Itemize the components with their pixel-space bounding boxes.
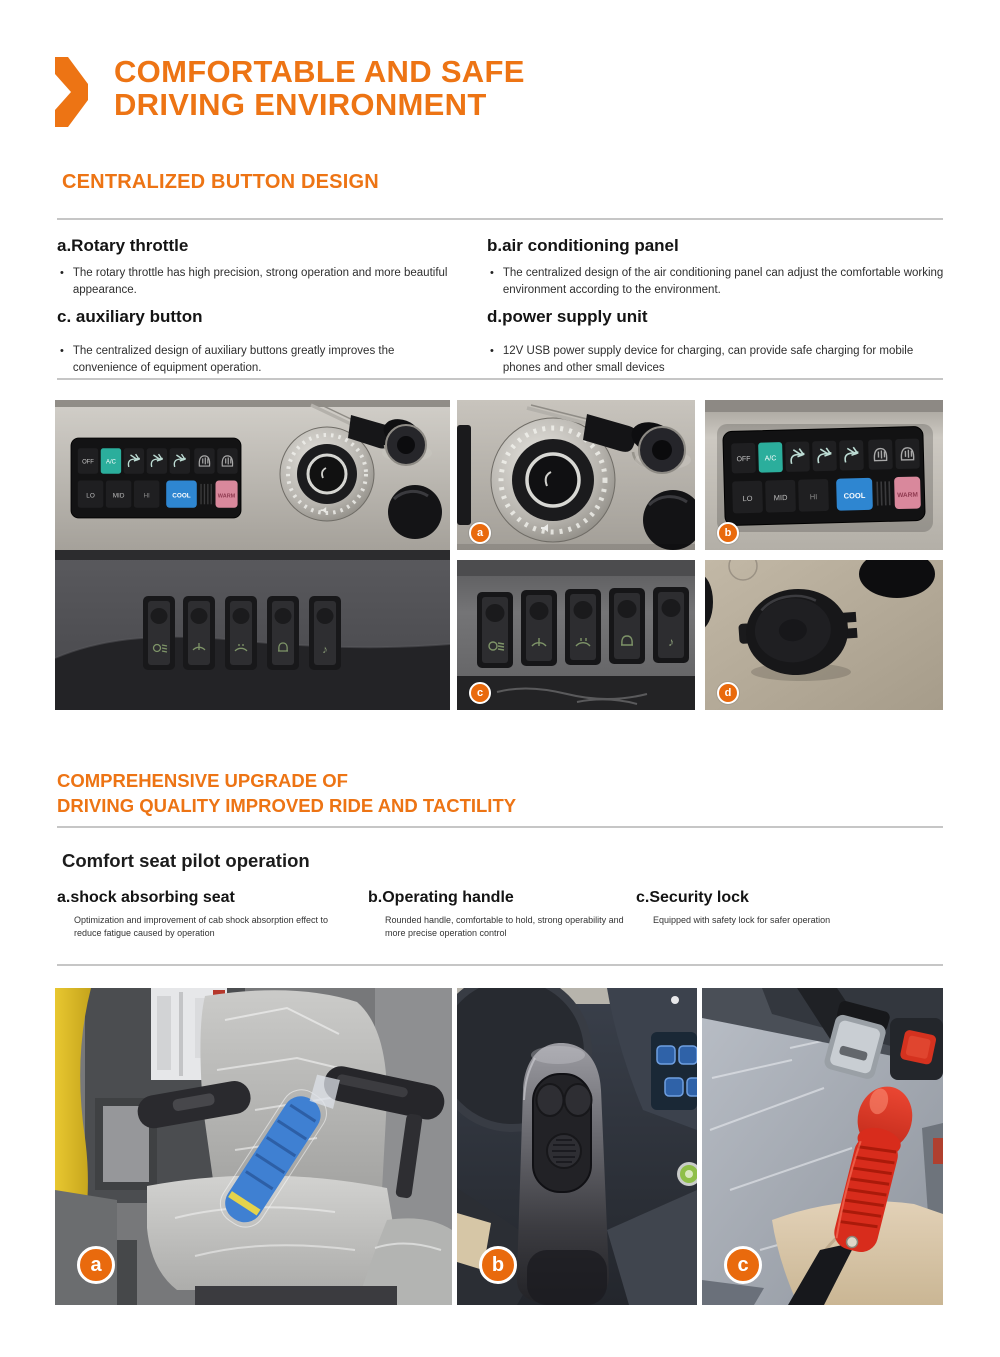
ac-mid-label: MID bbox=[773, 492, 788, 503]
console-overview-graphic bbox=[55, 400, 450, 710]
section-title-line2: DRIVING QUALITY IMPROVED RIDE AND TACTILITY bbox=[57, 795, 517, 816]
feature-heading: c.Security lock bbox=[636, 889, 749, 906]
divider bbox=[57, 218, 943, 220]
ac-warm-label: WARM bbox=[897, 491, 918, 500]
ac-hi-label: HI bbox=[809, 492, 818, 502]
feature-heading: a.Rotary throttle bbox=[57, 236, 189, 255]
ac-warm-label: WARM bbox=[217, 493, 236, 500]
ac-hi-label: HI bbox=[143, 492, 150, 500]
feature-heading: b.air conditioning panel bbox=[487, 236, 679, 255]
music-note-icon: ♪ bbox=[668, 635, 674, 649]
feature-heading: c. auxiliary button bbox=[57, 307, 203, 326]
ac-cool-label: COOL bbox=[172, 492, 191, 500]
divider bbox=[57, 964, 943, 966]
rocker-switch-row-graphic bbox=[477, 587, 689, 668]
photo-auxiliary-buttons bbox=[457, 560, 695, 710]
ac-mid-label: MID bbox=[112, 492, 125, 500]
feature-bullet-text: • 12V USB power supply device for charging, can provide safe charging for mobile phones and other small devices bbox=[502, 345, 914, 374]
feature-desc: Optimization and improvement of cab shock absorption effect to reduce fatigue caused by operation bbox=[74, 915, 328, 938]
photo-badge-b: b bbox=[479, 1246, 517, 1284]
divider bbox=[57, 826, 943, 828]
chevron-right-icon bbox=[55, 57, 89, 127]
ac-lo-label: LO bbox=[86, 492, 95, 500]
photo-badge-b: b bbox=[717, 522, 739, 544]
feature-heading: d.power supply unit bbox=[487, 307, 648, 326]
feature-heading: a.shock absorbing seat bbox=[57, 889, 235, 906]
ac-off-label: OFF bbox=[82, 459, 94, 466]
page-title bbox=[114, 55, 525, 121]
photo-operating-handle bbox=[457, 988, 697, 1305]
feature-bullet-text: • The centralized design of auxiliary buttons greatly improves the convenience of equipment operation. bbox=[72, 345, 395, 374]
ac-panel-photo-graphic bbox=[705, 400, 943, 550]
ac-cool-label: COOL bbox=[843, 490, 866, 501]
photo-security-lock bbox=[702, 988, 943, 1305]
photo-power-supply-unit bbox=[705, 560, 943, 710]
feature-shock-absorbing-seat bbox=[57, 889, 352, 940]
photo-air-conditioning-panel bbox=[705, 400, 943, 550]
ac-ac-label: A/C bbox=[105, 459, 116, 466]
feature-heading: b.Operating handle bbox=[368, 889, 514, 906]
ac-lo-label: LO bbox=[742, 493, 753, 504]
feature-desc: Equipped with safety lock for safer operation bbox=[653, 915, 831, 925]
ac-panel-graphic bbox=[723, 426, 925, 525]
feature-desc: Rounded handle, comfortable to hold, strong operability and more precise operation control bbox=[385, 915, 624, 938]
music-note-icon: ♪ bbox=[322, 644, 328, 656]
feature-operating-handle bbox=[368, 889, 630, 940]
photo-badge-a: a bbox=[77, 1246, 115, 1284]
page-title-line1: COMFORTABLE AND SAFE bbox=[114, 54, 525, 89]
photo-badge-c: c bbox=[469, 682, 491, 704]
rotary-throttle-graphic bbox=[457, 400, 695, 550]
auxiliary-buttons-graphic bbox=[457, 560, 695, 710]
photo-badge-c: c bbox=[724, 1246, 762, 1284]
feature-air-conditioning-panel bbox=[487, 236, 945, 298]
subsection-title-comfort-seat: Comfort seat pilot operation bbox=[62, 850, 310, 871]
section-title-line1: COMPREHENSIVE UPGRADE OF bbox=[57, 770, 348, 791]
ac-ac-label: A/C bbox=[764, 455, 777, 463]
ac-panel-graphic bbox=[71, 438, 241, 518]
photo-shock-absorbing-seat bbox=[55, 988, 452, 1305]
page-title-line2: DRIVING ENVIRONMENT bbox=[114, 87, 487, 122]
photo-badge-d: d bbox=[717, 682, 739, 704]
rocker-switch-row-graphic bbox=[143, 596, 341, 670]
photo-badge-a: a bbox=[469, 522, 491, 544]
feature-security-lock bbox=[636, 889, 921, 927]
photo-console-overview bbox=[55, 400, 450, 710]
divider bbox=[57, 378, 943, 380]
power-outlet-graphic bbox=[705, 560, 943, 710]
ac-off-label: OFF bbox=[736, 455, 751, 464]
feature-auxiliary-button bbox=[57, 307, 462, 376]
photo-rotary-throttle bbox=[457, 400, 695, 550]
feature-power-supply-unit bbox=[487, 307, 945, 376]
section-title-comprehensive-upgrade bbox=[57, 768, 516, 818]
feature-bullet-text: • The centralized design of the air conditioning panel can adjust the comfortable working environment according to the environment. bbox=[502, 267, 944, 296]
feature-bullet-text: • The rotary throttle has high precision, strong operation and more beautiful appearance. bbox=[72, 267, 448, 296]
section-title-centralized-button-design: CENTRALIZED BUTTON DESIGN bbox=[62, 171, 379, 193]
feature-rotary-throttle bbox=[57, 236, 462, 298]
seat-graphic bbox=[55, 988, 452, 1305]
